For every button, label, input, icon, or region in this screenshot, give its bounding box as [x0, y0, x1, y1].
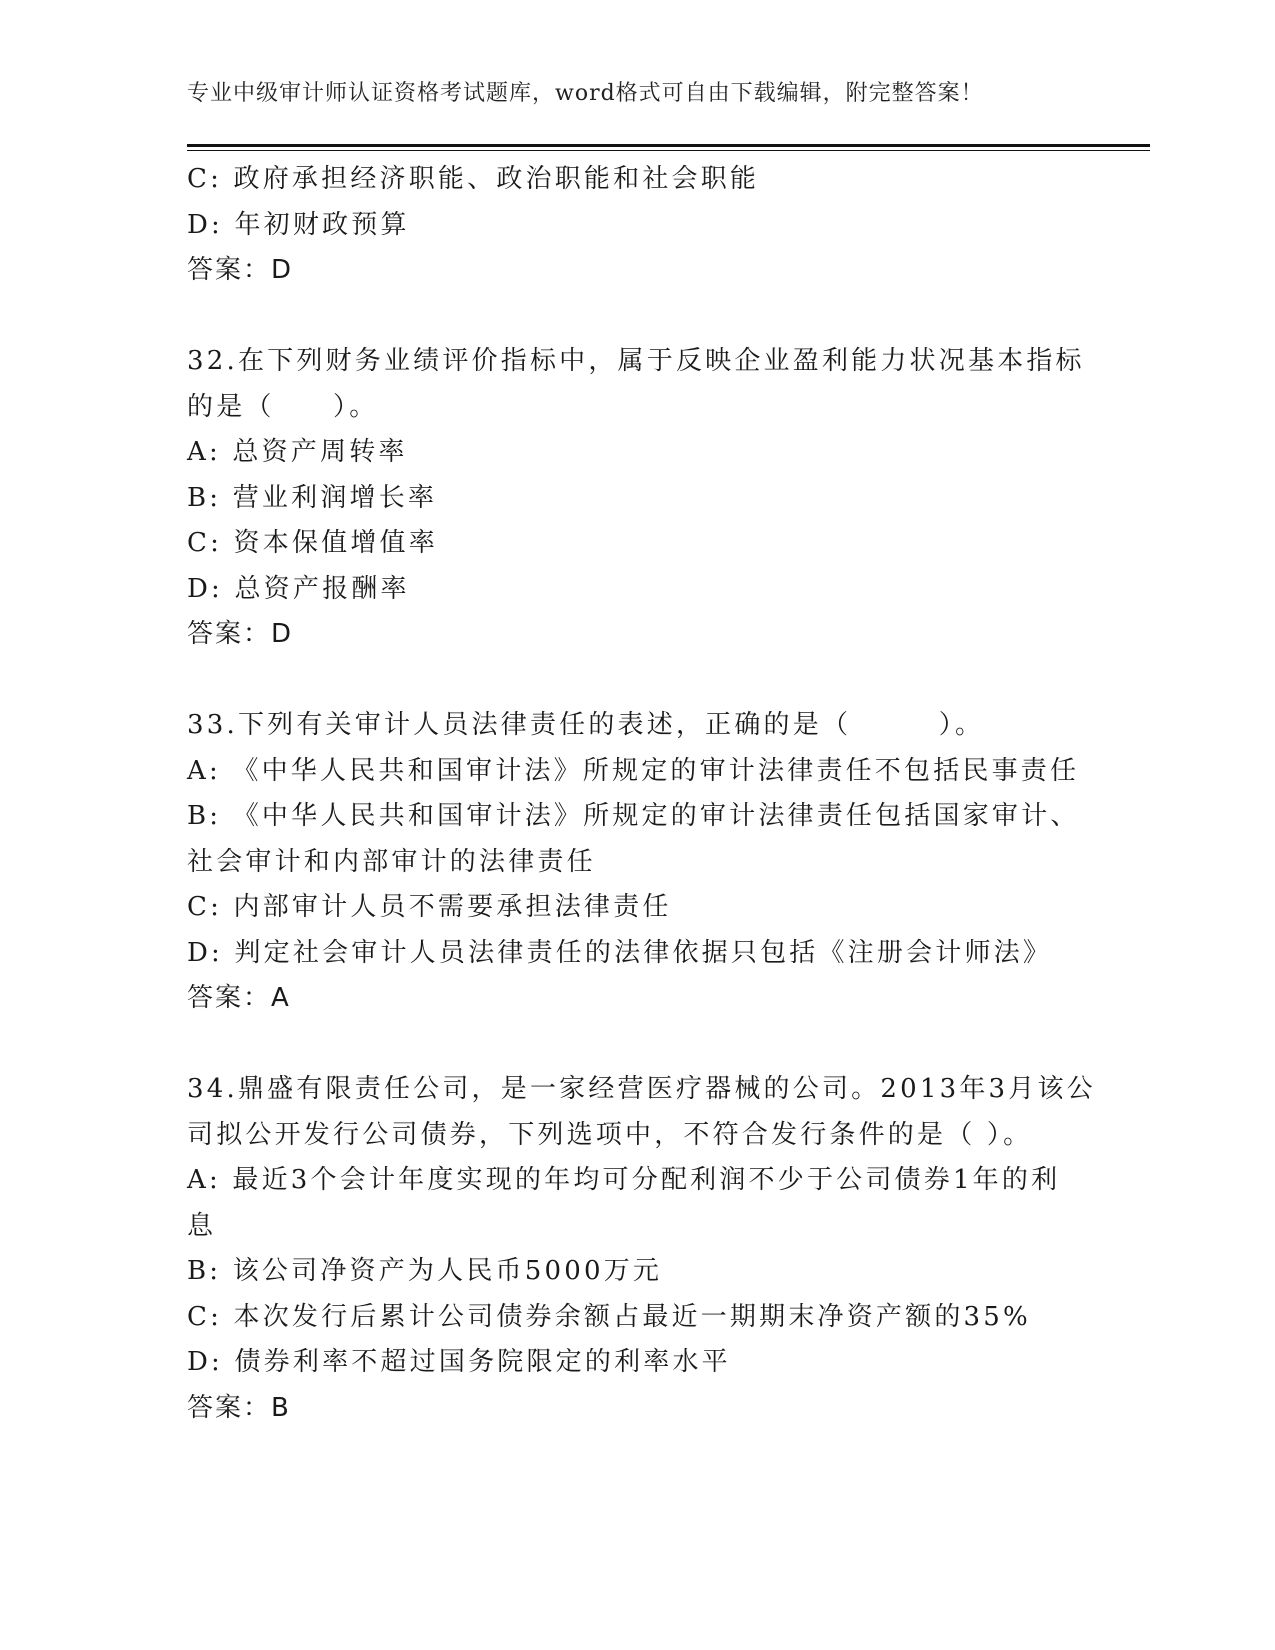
question-33-option-c: C: 内部审计人员不需要承担法律责任: [187, 892, 672, 922]
question-34-block: [187, 1067, 1096, 1431]
question-content: [187, 157, 1096, 1431]
question-34-stem-line-2: 司拟公开发行公司债券，下列选项中，不符合发行条件的是（ ）。: [187, 1119, 1033, 1150]
question-32-answer: 答案：D: [187, 619, 294, 649]
question-34-answer: 答案：B: [187, 1392, 291, 1423]
question-32-option-b: B: 营业利润增长率: [187, 482, 438, 513]
spacer: [187, 658, 1087, 704]
question-33-stem-line-1: 33.下列有关审计人员法律责任的表述，正确的是（ ）。: [187, 710, 985, 740]
question-34-option-a-line-1: A: 最近3个会计年度实现的年均可分配利润不少于公司债券1年的利: [187, 1165, 1061, 1195]
question-32-block: [187, 339, 1087, 658]
question-32-option-a: A: 总资产周转率: [187, 437, 408, 467]
question-31-option-d: D: 年初财政预算: [187, 209, 410, 240]
question-34-option-d: D: 债券利率不超过国务院限定的利率水平: [187, 1347, 731, 1377]
question-34-option-b: B: 该公司净资产为人民币5000万元: [187, 1256, 663, 1286]
question-34-stem-line-1: 34.鼎盛有限责任公司，是一家经营医疗器械的公司。2013年3月该公: [187, 1074, 1096, 1104]
question-32-stem-line-2: 的是（ ）。: [187, 391, 379, 422]
question-32-option-c: C: 资本保值增值率: [187, 528, 438, 558]
question-33-option-d: D: 判定社会审计人员法律责任的法律依据只包括《注册会计师法》: [187, 937, 1053, 968]
question-31-answer: 答案：D: [187, 255, 294, 285]
question-31-option-c: C: 政府承担经济职能、政治职能和社会职能: [187, 164, 760, 194]
question-33-option-b-line-1: B: 《中华人民共和国审计法》所规定的审计法律责任包括国家审计、: [187, 801, 1080, 831]
question-32-stem-line-1: 32.在下列财务业绩评价指标中，属于反映企业盈利能力状况基本指标: [187, 346, 1085, 376]
question-34-option-c: C: 本次发行后累计公司债券余额占最近一期期末净资产额的35%: [187, 1301, 1031, 1332]
page-header-text: 专业中级审计师认证资格考试题库，word格式可自由下载编辑，附完整答案！: [187, 81, 984, 106]
question-31-block: [187, 157, 1087, 294]
question-34-option-a-line-2: 息: [187, 1210, 217, 1241]
spacer: [187, 1022, 1087, 1068]
question-33-block: [187, 703, 1087, 1022]
question-32-option-d: D: 总资产报酬率: [187, 573, 410, 604]
spacer: [187, 294, 1087, 340]
header-rule-thick: [187, 144, 1150, 147]
header-rule-thin: [187, 150, 1150, 151]
question-33-option-a: A: 《中华人民共和国审计法》所规定的审计法律责任不包括民事责任: [187, 755, 1080, 786]
question-33-option-b-line-2: 社会审计和内部审计的法律责任: [187, 846, 596, 877]
question-33-answer: 答案：A: [187, 983, 291, 1013]
